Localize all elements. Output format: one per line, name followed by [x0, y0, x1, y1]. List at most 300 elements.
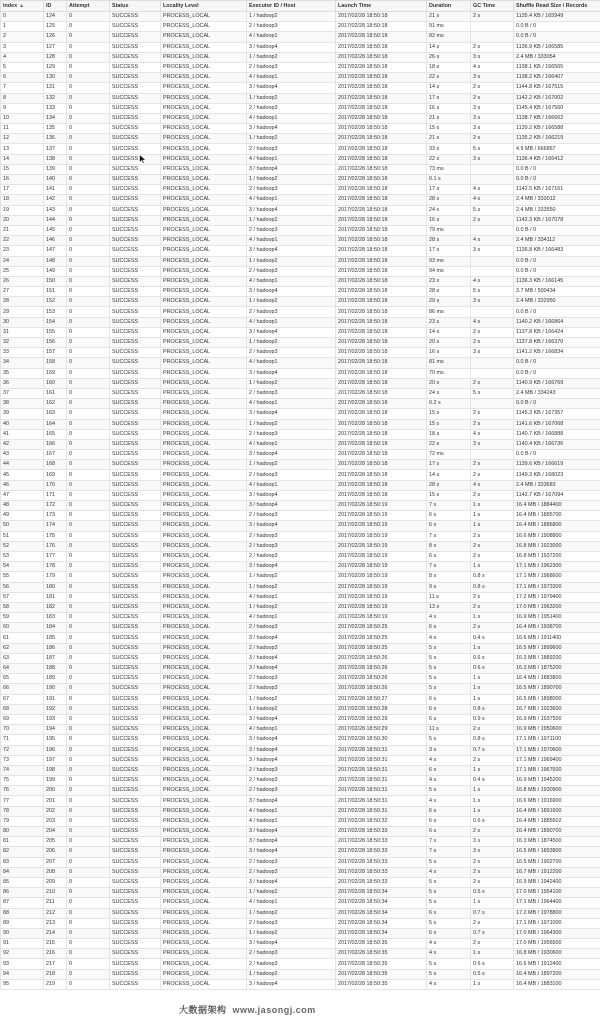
cell-shuffle-read: 16.3 MB / 1875200: [514, 664, 600, 674]
table-row: [1, 735, 600, 745]
cell-locality: PROCESS_LOCAL: [161, 582, 247, 592]
table-row: [1, 918, 600, 928]
cell-shuffle-read: 16.6 MB / 1908800: [514, 531, 600, 541]
table-row: [1, 297, 600, 307]
cell-duration: 6 s: [427, 806, 471, 816]
table-row: [1, 776, 600, 786]
column-header-executor-id-host[interactable]: [247, 1, 336, 12]
cell-id: 209: [44, 877, 67, 887]
cell-id: 218: [44, 969, 67, 979]
cell-executor: 4 / hadoop1: [247, 32, 336, 42]
cell-gc-time: 0.8 s: [471, 735, 514, 745]
cell-executor: 1 / hadoop2: [247, 52, 336, 62]
cell-id: 151: [44, 287, 67, 297]
cell-index: 6: [1, 73, 44, 83]
cell-executor: 4 / hadoop1: [247, 154, 336, 164]
cell-launch-time: 2017/02/28 18:50:19: [336, 562, 427, 572]
cell-id: 167: [44, 450, 67, 460]
cell-shuffle-read: 16.4 MB / 1891600: [514, 806, 600, 816]
cell-gc-time: 0.8 s: [471, 582, 514, 592]
cell-attempt: 0: [67, 144, 110, 154]
cell-gc-time: [471, 256, 514, 266]
cell-duration: 9 s: [427, 582, 471, 592]
table-row: [1, 582, 600, 592]
cell-index: 46: [1, 480, 44, 490]
cell-locality: PROCESS_LOCAL: [161, 664, 247, 674]
cell-id: 217: [44, 959, 67, 969]
cell-gc-time: 1 s: [471, 613, 514, 623]
cell-gc-time: [471, 175, 514, 185]
cell-index: 20: [1, 215, 44, 225]
cell-status: SUCCESS: [110, 317, 161, 327]
cell-launch-time: 2017/02/28 18:50:18: [336, 429, 427, 439]
header-row: [1, 1, 600, 12]
cell-status: SUCCESS: [110, 928, 161, 938]
cell-gc-time: 2 s: [471, 592, 514, 602]
cell-shuffle-read: 1145.4 KB / 167560: [514, 103, 600, 113]
cell-shuffle-read: 17.1 MB / 1973300: [514, 582, 600, 592]
cell-duration: 6 s: [427, 704, 471, 714]
cell-executor: 3 / hadoop4: [247, 755, 336, 765]
cell-launch-time: 2017/02/28 18:50:18: [336, 378, 427, 388]
cell-executor: 3 / hadoop4: [247, 409, 336, 419]
cell-id: 145: [44, 225, 67, 235]
table-row: [1, 592, 600, 602]
cell-executor: 2 / hadoop3: [247, 867, 336, 877]
cell-id: 208: [44, 867, 67, 877]
cell-duration: 7 s: [427, 837, 471, 847]
cell-duration: 6 s: [427, 623, 471, 633]
cell-launch-time: 2017/02/28 18:50:29: [336, 714, 427, 724]
cell-index: 5: [1, 62, 44, 72]
cell-status: SUCCESS: [110, 541, 161, 551]
cell-index: 57: [1, 592, 44, 602]
cell-attempt: 0: [67, 521, 110, 531]
cell-id: 140: [44, 175, 67, 185]
cell-status: SUCCESS: [110, 113, 161, 123]
cell-index: 18: [1, 195, 44, 205]
cell-index: 83: [1, 857, 44, 867]
cell-id: 204: [44, 827, 67, 837]
cell-launch-time: 2017/02/28 18:50:18: [336, 287, 427, 297]
cell-executor: 3 / hadoop4: [247, 633, 336, 643]
cell-executor: 1 / hadoop2: [247, 93, 336, 103]
cell-gc-time: 2 s: [471, 327, 514, 337]
cell-status: SUCCESS: [110, 429, 161, 439]
cell-status: SUCCESS: [110, 643, 161, 653]
cell-duration: 5 s: [427, 786, 471, 796]
table-row: [1, 653, 600, 663]
cell-status: SUCCESS: [110, 93, 161, 103]
table-row: [1, 531, 600, 541]
cell-status: SUCCESS: [110, 959, 161, 969]
cell-shuffle-read: 1140.9 KB / 166769: [514, 378, 600, 388]
cell-executor: 3 / hadoop4: [247, 837, 336, 847]
cell-executor: 1 / hadoop2: [247, 338, 336, 348]
cell-locality: PROCESS_LOCAL: [161, 113, 247, 123]
cell-index: 91: [1, 939, 44, 949]
table-row: [1, 796, 600, 806]
table-row: [1, 83, 600, 93]
cell-status: SUCCESS: [110, 276, 161, 286]
cell-index: 69: [1, 714, 44, 724]
table-row: [1, 22, 600, 32]
cell-id: 127: [44, 42, 67, 52]
cell-executor: 4 / hadoop1: [247, 317, 336, 327]
cell-executor: 1 / hadoop2: [247, 602, 336, 612]
cell-executor: 3 / hadoop4: [247, 939, 336, 949]
cell-executor: 4 / hadoop1: [247, 195, 336, 205]
cell-gc-time: 5 s: [471, 388, 514, 398]
cell-duration: 6 s: [427, 928, 471, 938]
cell-launch-time: 2017/02/28 18:50:28: [336, 704, 427, 714]
cell-status: SUCCESS: [110, 399, 161, 409]
cell-gc-time: 0.4 s: [471, 633, 514, 643]
cell-gc-time: 2 s: [471, 531, 514, 541]
cell-locality: PROCESS_LOCAL: [161, 918, 247, 928]
cell-locality: PROCESS_LOCAL: [161, 674, 247, 684]
table-row: [1, 307, 600, 317]
cell-locality: PROCESS_LOCAL: [161, 450, 247, 460]
cell-shuffle-read: 2.4 MB / 333054: [514, 52, 600, 62]
cell-launch-time: 2017/02/28 18:50:26: [336, 653, 427, 663]
cell-shuffle-read: 0.0 B / 0: [514, 175, 600, 185]
cell-shuffle-read: 16.4 MB / 1885700: [514, 511, 600, 521]
cell-shuffle-read: 0.0 B / 0: [514, 368, 600, 378]
cell-executor: 2 / hadoop3: [247, 674, 336, 684]
cell-status: SUCCESS: [110, 205, 161, 215]
cell-gc-time: 1 s: [471, 979, 514, 989]
cell-attempt: 0: [67, 959, 110, 969]
cell-duration: 5 s: [427, 684, 471, 694]
cell-duration: 0.2 s: [427, 399, 471, 409]
column-header-label: Locality Level: [163, 3, 199, 9]
table-row: [1, 827, 600, 837]
cell-id: 210: [44, 888, 67, 898]
cell-shuffle-read: 1139.6 KB / 166619: [514, 460, 600, 470]
cell-launch-time: 2017/02/28 18:50:26: [336, 674, 427, 684]
cell-id: 173: [44, 511, 67, 521]
column-header-attempt[interactable]: [67, 1, 110, 12]
cell-gc-time: 2 s: [471, 42, 514, 52]
table-row: [1, 847, 600, 857]
cell-index: 41: [1, 429, 44, 439]
cell-attempt: 0: [67, 765, 110, 775]
cell-duration: 4 s: [427, 776, 471, 786]
cell-launch-time: 2017/02/28 18:50:18: [336, 32, 427, 42]
cell-status: SUCCESS: [110, 653, 161, 663]
cell-index: 27: [1, 287, 44, 297]
cell-launch-time: 2017/02/28 18:50:19: [336, 531, 427, 541]
cell-shuffle-read: 16.4 MB / 1886800: [514, 521, 600, 531]
cell-executor: 2 / hadoop3: [247, 511, 336, 521]
cell-duration: 16 s: [427, 348, 471, 358]
cell-status: SUCCESS: [110, 511, 161, 521]
cell-index: 26: [1, 276, 44, 286]
table-row: [1, 898, 600, 908]
cell-launch-time: 2017/02/28 18:50:31: [336, 796, 427, 806]
cell-status: SUCCESS: [110, 623, 161, 633]
cell-shuffle-read: 16.8 MB / 1923000: [514, 541, 600, 551]
cell-id: 185: [44, 633, 67, 643]
cell-executor: 4 / hadoop1: [247, 898, 336, 908]
cell-locality: PROCESS_LOCAL: [161, 154, 247, 164]
cell-launch-time: 2017/02/28 18:50:18: [336, 399, 427, 409]
cell-index: 34: [1, 358, 44, 368]
cell-attempt: 0: [67, 338, 110, 348]
cell-launch-time: 2017/02/28 18:50:33: [336, 867, 427, 877]
cell-locality: PROCESS_LOCAL: [161, 562, 247, 572]
cell-gc-time: 1 s: [471, 562, 514, 572]
cell-duration: 91 ms: [427, 22, 471, 32]
cell-index: 51: [1, 531, 44, 541]
cell-locality: PROCESS_LOCAL: [161, 602, 247, 612]
cell-gc-time: 5 s: [471, 144, 514, 154]
column-header-label: Duration: [429, 3, 452, 9]
cell-attempt: 0: [67, 531, 110, 541]
column-header-id[interactable]: [44, 1, 67, 12]
table-row: [1, 572, 600, 582]
cell-launch-time: 2017/02/28 18:50:34: [336, 908, 427, 918]
cell-id: 125: [44, 22, 67, 32]
cell-attempt: 0: [67, 592, 110, 602]
cell-status: SUCCESS: [110, 32, 161, 42]
cell-shuffle-read: 1139.2 KB / 166588: [514, 124, 600, 134]
cell-id: 169: [44, 470, 67, 480]
watermark-text: 大数据架构: [179, 1005, 227, 1015]
cell-gc-time: 3 s: [471, 847, 514, 857]
cell-locality: PROCESS_LOCAL: [161, 287, 247, 297]
cell-id: 137: [44, 144, 67, 154]
cell-id: 147: [44, 246, 67, 256]
table-row: [1, 745, 600, 755]
cell-shuffle-read: 2.4 MB / 333550: [514, 205, 600, 215]
cell-attempt: 0: [67, 551, 110, 561]
cell-shuffle-read: 16.3 MB / 1889200: [514, 653, 600, 663]
cell-shuffle-read: 0.0 B / 0: [514, 225, 600, 235]
cell-attempt: 0: [67, 215, 110, 225]
cell-executor: 3 / hadoop4: [247, 368, 336, 378]
cell-duration: 15 s: [427, 124, 471, 134]
cell-gc-time: 2 s: [471, 490, 514, 500]
cell-executor: 2 / hadoop3: [247, 776, 336, 786]
cell-status: SUCCESS: [110, 582, 161, 592]
cell-index: 35: [1, 368, 44, 378]
cell-index: 68: [1, 704, 44, 714]
cell-duration: 7 s: [427, 562, 471, 572]
cell-locality: PROCESS_LOCAL: [161, 62, 247, 72]
cell-attempt: 0: [67, 918, 110, 928]
cell-status: SUCCESS: [110, 816, 161, 826]
cell-id: 153: [44, 307, 67, 317]
table-row: [1, 409, 600, 419]
column-header-label: Index: [3, 3, 18, 9]
table-row: [1, 765, 600, 775]
cell-index: 71: [1, 735, 44, 745]
cell-duration: 6 s: [427, 694, 471, 704]
cell-id: 195: [44, 735, 67, 745]
cell-index: 21: [1, 225, 44, 235]
cell-duration: 28 s: [427, 195, 471, 205]
cell-duration: 11 s: [427, 725, 471, 735]
cell-gc-time: [471, 22, 514, 32]
cell-id: 168: [44, 460, 67, 470]
cell-status: SUCCESS: [110, 918, 161, 928]
cell-status: SUCCESS: [110, 134, 161, 144]
cell-id: 200: [44, 786, 67, 796]
cell-launch-time: 2017/02/28 18:50:18: [336, 317, 427, 327]
cell-gc-time: 0.6 s: [471, 959, 514, 969]
cell-gc-time: [471, 225, 514, 235]
cell-gc-time: 4 s: [471, 195, 514, 205]
cell-status: SUCCESS: [110, 287, 161, 297]
table-row: [1, 124, 600, 134]
cell-id: 144: [44, 215, 67, 225]
cell-locality: PROCESS_LOCAL: [161, 42, 247, 52]
cell-status: SUCCESS: [110, 439, 161, 449]
cell-shuffle-read: 0.0 B / 0: [514, 399, 600, 409]
cell-gc-time: 0.4 s: [471, 776, 514, 786]
cell-gc-time: 0.6 s: [471, 816, 514, 826]
cell-duration: 17 s: [427, 460, 471, 470]
cell-status: SUCCESS: [110, 796, 161, 806]
cell-locality: PROCESS_LOCAL: [161, 633, 247, 643]
cell-duration: 4 s: [427, 796, 471, 806]
table-row: [1, 786, 600, 796]
cell-shuffle-read: 17.1 MB / 1967600: [514, 765, 600, 775]
cell-executor: 3 / hadoop4: [247, 562, 336, 572]
column-header-gc-time[interactable]: [471, 1, 514, 12]
table-row: [1, 613, 600, 623]
cell-status: SUCCESS: [110, 725, 161, 735]
column-header-label: GC Time: [473, 3, 496, 9]
cell-id: 187: [44, 653, 67, 663]
cell-id: 207: [44, 857, 67, 867]
cell-status: SUCCESS: [110, 225, 161, 235]
cell-executor: 2 / hadoop3: [247, 470, 336, 480]
table-row: [1, 327, 600, 337]
cell-status: SUCCESS: [110, 388, 161, 398]
cell-index: 90: [1, 928, 44, 938]
cell-executor: 1 / hadoop2: [247, 704, 336, 714]
column-header-status[interactable]: [110, 1, 161, 12]
cell-attempt: 0: [67, 837, 110, 847]
cell-duration: 5 s: [427, 959, 471, 969]
cell-id: 161: [44, 388, 67, 398]
cell-gc-time: 3 s: [471, 103, 514, 113]
table-row: [1, 949, 600, 959]
cell-attempt: 0: [67, 409, 110, 419]
cell-executor: 1 / hadoop2: [247, 215, 336, 225]
cell-attempt: 0: [67, 297, 110, 307]
cell-launch-time: 2017/02/28 18:50:18: [336, 236, 427, 246]
cell-launch-time: 2017/02/28 18:50:18: [336, 12, 427, 22]
cell-shuffle-read: 1138.1 KB / 166505: [514, 62, 600, 72]
cell-id: 190: [44, 684, 67, 694]
cell-id: 191: [44, 694, 67, 704]
table-row: [1, 490, 600, 500]
cell-attempt: 0: [67, 266, 110, 276]
cell-executor: 1 / hadoop2: [247, 460, 336, 470]
column-header-shuffle-read-size-records[interactable]: [514, 1, 600, 12]
cell-launch-time: 2017/02/28 18:50:33: [336, 837, 427, 847]
cell-shuffle-read: 16.3 MB / 1874500: [514, 837, 600, 847]
cell-gc-time: 2 s: [471, 409, 514, 419]
cell-executor: 3 / hadoop4: [247, 979, 336, 989]
cell-executor: 2 / hadoop3: [247, 623, 336, 633]
cell-index: 0: [1, 12, 44, 22]
cell-duration: 4 s: [427, 979, 471, 989]
cell-index: 50: [1, 521, 44, 531]
cell-id: 154: [44, 317, 67, 327]
cell-shuffle-read: 0.0 B / 0: [514, 22, 600, 32]
cell-shuffle-read: 1140.2 KB / 166864: [514, 317, 600, 327]
cell-index: 24: [1, 256, 44, 266]
cell-launch-time: 2017/02/28 18:50:31: [336, 776, 427, 786]
cell-index: 66: [1, 684, 44, 694]
cell-executor: 2 / hadoop3: [247, 531, 336, 541]
cell-index: 59: [1, 613, 44, 623]
cell-duration: 21 s: [427, 134, 471, 144]
cell-duration: 16 s: [427, 215, 471, 225]
cell-index: 10: [1, 113, 44, 123]
table-row: [1, 419, 600, 429]
cell-gc-time: 3 s: [471, 439, 514, 449]
cell-shuffle-read: 16.9 MB / 1942400: [514, 877, 600, 887]
cell-launch-time: 2017/02/28 18:50:18: [336, 450, 427, 460]
cell-executor: 2 / hadoop3: [247, 266, 336, 276]
cell-duration: 14 s: [427, 327, 471, 337]
cell-status: SUCCESS: [110, 979, 161, 989]
cell-executor: 2 / hadoop3: [247, 959, 336, 969]
cell-executor: 3 / hadoop4: [247, 246, 336, 256]
table-row: [1, 480, 600, 490]
cell-index: 63: [1, 653, 44, 663]
cell-gc-time: 3 s: [471, 246, 514, 256]
cell-duration: 5 s: [427, 643, 471, 653]
cell-locality: PROCESS_LOCAL: [161, 246, 247, 256]
column-header-launch-time[interactable]: [336, 1, 427, 12]
cell-executor: 3 / hadoop4: [247, 796, 336, 806]
cell-status: SUCCESS: [110, 185, 161, 195]
cell-executor: 3 / hadoop4: [247, 827, 336, 837]
cell-id: 157: [44, 348, 67, 358]
cell-executor: 2 / hadoop3: [247, 348, 336, 358]
table-row: [1, 32, 600, 42]
cell-status: SUCCESS: [110, 195, 161, 205]
cell-launch-time: 2017/02/28 18:50:26: [336, 664, 427, 674]
cell-duration: 72 ms: [427, 450, 471, 460]
column-header-index[interactable]: [1, 1, 44, 12]
cell-status: SUCCESS: [110, 694, 161, 704]
cell-launch-time: 2017/02/28 18:50:18: [336, 225, 427, 235]
cell-id: 175: [44, 531, 67, 541]
cell-status: SUCCESS: [110, 470, 161, 480]
cell-id: 178: [44, 562, 67, 572]
cell-id: 152: [44, 297, 67, 307]
cell-shuffle-read: 16.5 MB / 1898000: [514, 694, 600, 704]
table-row: [1, 195, 600, 205]
column-header-duration[interactable]: [427, 1, 471, 12]
column-header-locality-level[interactable]: [161, 1, 247, 12]
cell-id: 189: [44, 674, 67, 684]
table-row: [1, 939, 600, 949]
cell-duration: 22 s: [427, 439, 471, 449]
cell-index: 30: [1, 317, 44, 327]
cell-locality: PROCESS_LOCAL: [161, 103, 247, 113]
cell-launch-time: 2017/02/28 18:50:19: [336, 613, 427, 623]
cell-index: 25: [1, 266, 44, 276]
